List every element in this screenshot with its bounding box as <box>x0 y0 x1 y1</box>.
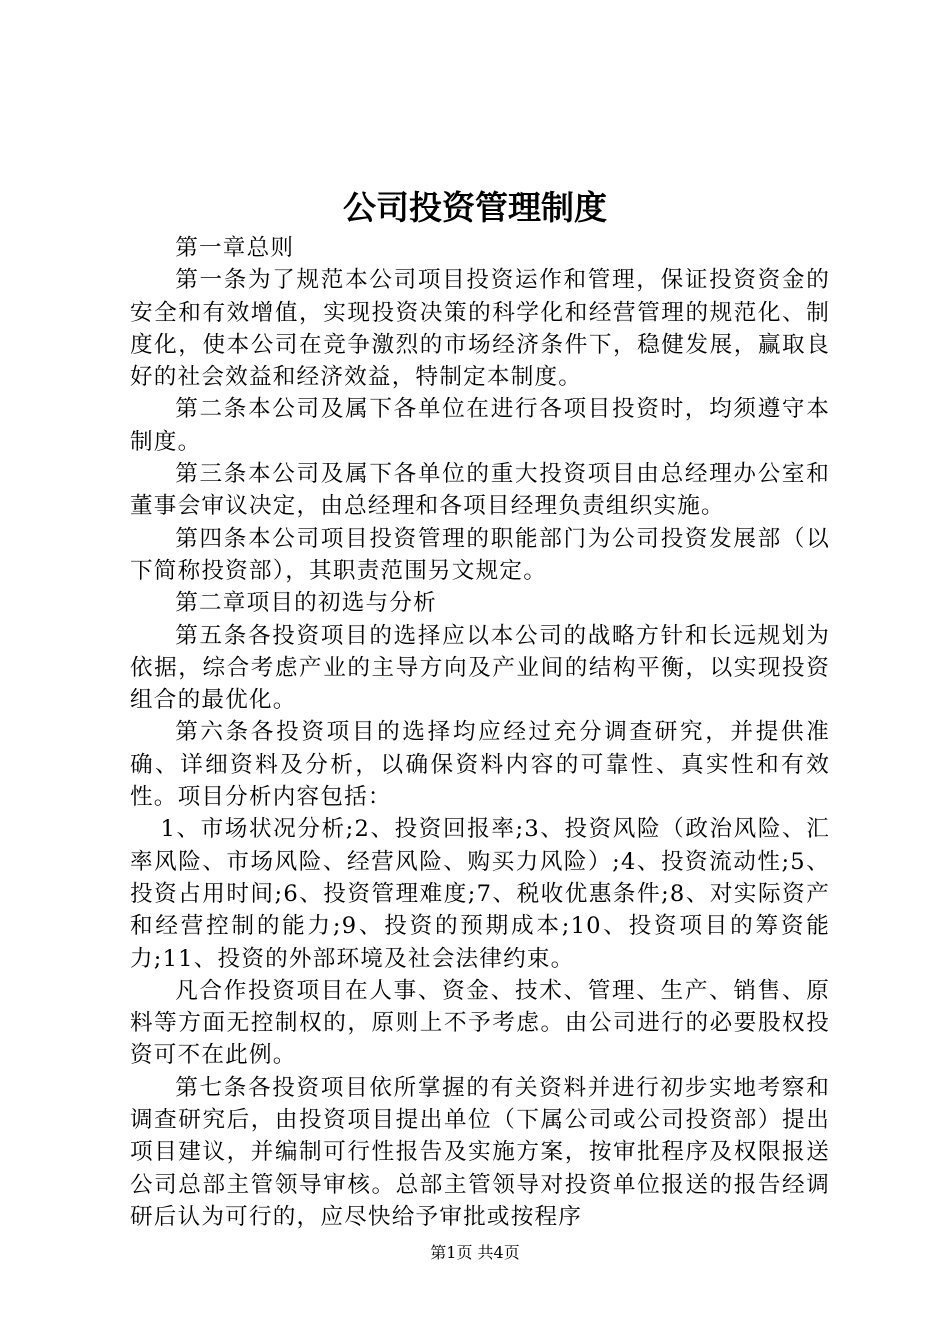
paragraph-article-7: 第七条各投资项目依所掌握的有关资料并进行初步实地考察和调查研究后，由投资项目提出单位（下属公司或公司投资部）提出项目建议，并编制可行性报告及实施方案，按审批程序及权限报送公司总部主管领导审核。总部主管领导对投资单位报送的报告经调研后认为可行的，应尽快给予审批或按程序 <box>130 1074 830 1230</box>
paragraph-article-4: 第四条本公司项目投资管理的职能部门为公司投资发展部（以下简称投资部），其职责范围另文规定。 <box>130 525 830 584</box>
paragraph-article-5: 第五条各投资项目的选择应以本公司的战略方针和长远规划为依据，综合考虑产业的主导方向及产业间的结构平衡，以实现投资组合的最优化。 <box>130 622 830 714</box>
document-body <box>130 232 830 1233</box>
chapter-heading: 第一章总则 <box>175 235 295 261</box>
paragraph-analysis-list: 1、市场状况分析;2、投资回报率;3、投资风险（政治风险、汇率风险、市场风险、经营风险、购买力风险）;4、投资流动性;5、投资占用时间;6、投资管理难度;7、税收优惠条件;8、对实际资产和经营控制的能力;9、投资的预期成本;10、投资项目的筹资能力;11、投资的外部环境及社会法律约束。 <box>130 816 830 972</box>
paragraph-article-6: 第六条各投资项目的选择均应经过充分调查研究，并提供准确、详细资料及分析，以确保资料内容的可靠性、真实性和有效性。项目分析内容包括： <box>130 719 830 811</box>
paragraph-article-3: 第三条本公司及属下各单位的重大投资项目由总经理办公室和董事会审议决定，由总经理和各项目经理负责组织实施。 <box>130 461 830 520</box>
document-title: 公司投资管理制度 <box>343 188 607 227</box>
page-number-footer: 第1页 共4页 <box>430 1243 520 1262</box>
chapter-heading: 第二章项目的初选与分析 <box>175 590 437 617</box>
paragraph-cooperation-note: 凡合作投资项目在人事、资金、技术、管理、生产、销售、原料等方面无控制权的，原则上不予考虑。由公司进行的必要股权投资可不在此例。 <box>130 977 830 1069</box>
paragraph-article-2: 第二条本公司及属下各单位在进行各项目投资时，均须遵守本制度。 <box>130 396 830 455</box>
paragraph-article-1: 第一条为了规范本公司项目投资运作和管理，保证投资资金的安全和有效增值，实现投资决策的科学化和经营管理的规范化、制度化，使本公司在竞争激烈的市场经济条件下，稳健发展，赢取良好的社会效益和经济效益，特制定本制度。 <box>130 267 830 391</box>
